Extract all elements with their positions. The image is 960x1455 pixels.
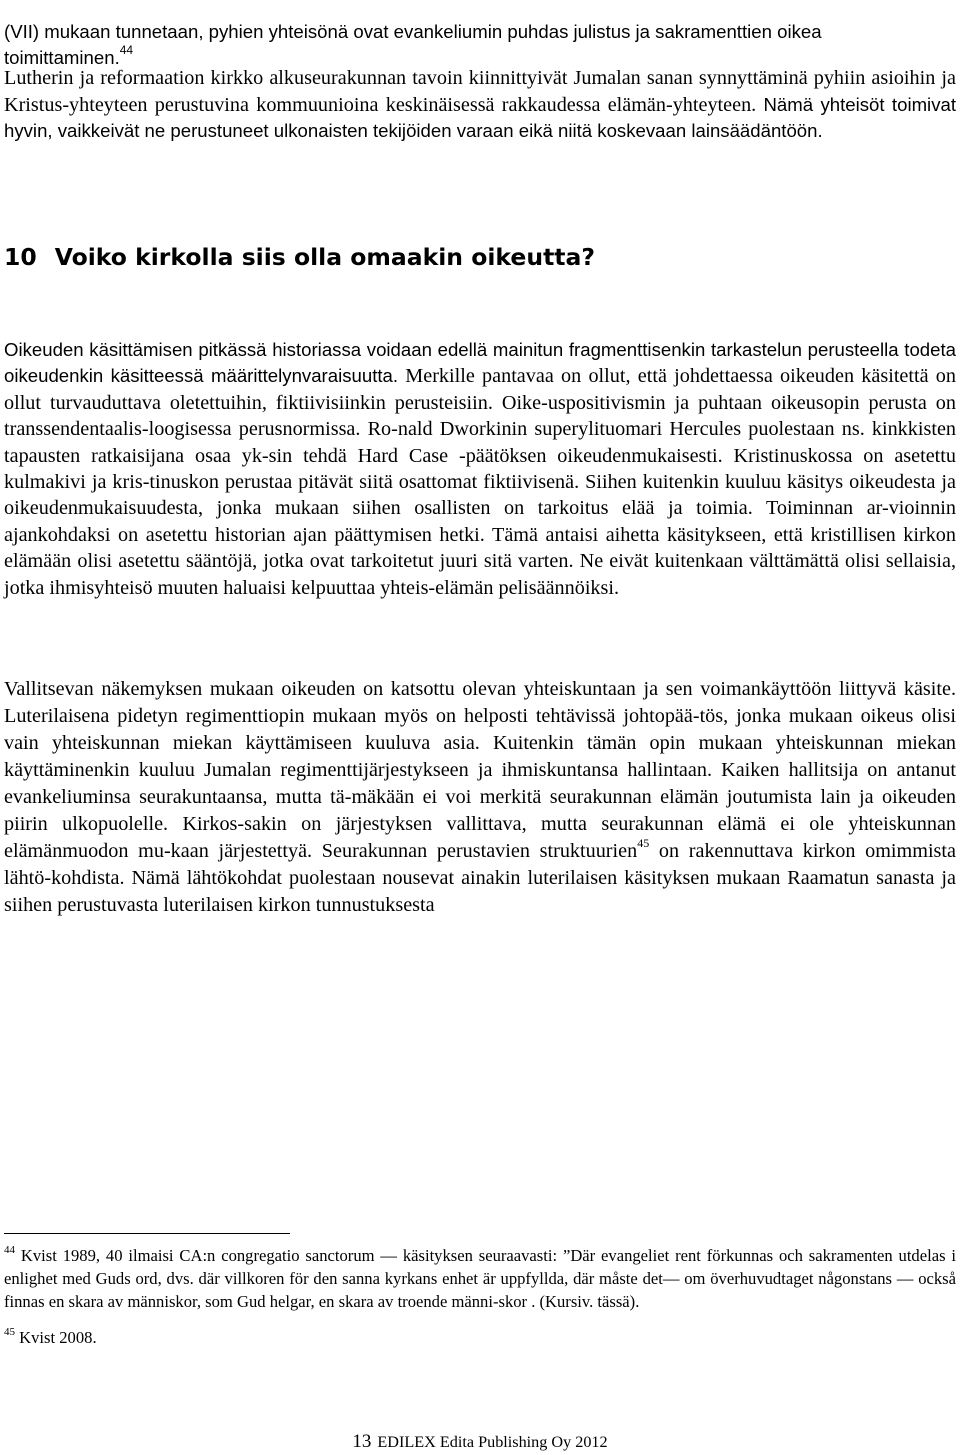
footnote-divider [4,1233,290,1234]
footnote-45-text: Kvist 2008. [19,1328,97,1347]
footnote-44-number: 44 [4,1244,15,1257]
paragraph-2-text-a: Oikeuden käsittämisen pitkässä historiassa voidaan edellä mainitun fragmenttisenkin tarkastelun perusteella todeta oikeudenkin käsitteessä määrittelynvaraisuutta. [4,339,956,387]
paragraph-2 [4,337,956,601]
section-number: 10 [4,243,37,271]
intro-line-2: toimittaminen. [4,46,120,68]
footnote-44 [4,1244,956,1313]
footnote-45-number: 45 [4,1326,15,1339]
paragraph-3-text-a: Vallitsevan näkemyksen mukaan oikeuden on katsottu olevan yhteiskuntaan ja sen voimankäyttöön liittyvä käsite. Luterilaisena pidetyn regimenttiopin mukaan myös on helposti tehtävissä johtopää-tös, jonka mukaan oikeus olisi vain yhteiskunnan miekan käyttämiseen kuuluva asia. Kuitenkin tämän opin mukaan yhteiskunnan miekan käyttäminenkin kuuluu Jumalan regimenttijärjestykseen ja ihmiskuntansa hallintaan. Kaiken hallitsija on antanut evankeliuminsa seurakuntaansa, mutta tä-mäkään ei voi merkitä seurakunnan elämän joutumista lain ja oikeuden piirin ulkopuolelle. Kirkos-sakin on järjestyksen vallittava, mutta seurakunnan elämä ei ole yhteiskunnan elämänmuodon mu-kaan järjestettyä. Seurakunnan perustavien struktuurien [4,678,956,862]
section-heading [4,242,595,272]
paragraph-2-text-b: Merkille pantavaa on ollut, että johdettaessa oikeuden käsitettä on ollut turvauduttava oletettuihin, fiktiivisiinkin perusteisiin. Oike-uspositivismin ja puhtaan oikeusopin perusta on transsendentaalis-loogisessa perusnormissa. Ro-nald Dworkinin superylituomari Hercules puolestaan ns. kinkkisten tapausten ratkaisijana osaa yk-sin tehdä Hard Case -päätöksen oikeudenmukaisesti. Kristinuskossa on asetettu kulmakivi ja kris-tinuskon perustaa pitävät siitä osattomat fiktiivisenä. Siihen kuitenkin kuuluu käsitys oikeudesta ja oikeudenmukaisuudesta, jonka mukaan siihen osallisten on tarkoitus elää ja toimia. Toiminnan ar-vioinnin ajankohdaksi on asetettu historian ajan päättymisen hetki. Tämä antaisi aihetta käsitykseen, että kristillisen kirkon elämään olisi asetettu sääntöjä, jotka ovat tarkoitetut juuri sitä varten. Ne eivät kuitenkaan välttämättä olisi sellaisia, jotka ihmisyhteisö muuten haluaisi kelpuuttaa yhteis-elämän pelisäännöiksi. [4,365,956,599]
document-page [4,0,956,1455]
intro-line-1: (VII) mukaan tunnetaan, pyhien yhteisönä ovat evankeliumin puhdas julistus ja sakramenttien oikea [4,20,822,42]
section-title: Voiko kirkolla siis olla omaakin oikeutta? [54,243,596,271]
page-number: 13 [352,1431,372,1452]
footnote-45 [4,1326,956,1349]
page-footer [4,1431,956,1453]
paragraph-1-text-a: Lutherin ja reformaation kirkko alkuseurakunnan tavoin kiinnittyivät Jumalan sanan synnyttäminä pyhiin asioihin ja Kristus-yhteyteen perustuvina kommuunioina keskinäisessä rakkaudessa elämän-yhteyteen. [4,67,956,116]
paragraph-1-text-b: Nämä yhteisöt toimivat hyvin, vaikkeivät ne perustuneet ulkonaisten tekijöiden varaan eikä niitä koskevaan lainsäädäntöön. [4,93,956,141]
footnote-ref-45[interactable]: 45 [637,836,650,851]
publisher-line: EDILEX Edita Publishing Oy 2012 [377,1433,608,1451]
footnotes [4,1244,956,1349]
footnote-ref-44[interactable]: 44 [119,43,134,58]
paragraph-1 [4,66,956,145]
paragraph-3 [4,676,956,919]
paragraph-3-text-b: on rakennuttava kirkon omimmista lähtö-kohdista. Nämä lähtökohdat puolestaan nousevat ainakin luterilaisen käsityksen mukaan Raamatun sanasta ja siihen perustuvasta luterilaisen kirkon tunnustuksesta [4,840,956,916]
footnote-44-text: Kvist 1989, 40 ilmaisi CA:n congregatio sanctorum — käsityksen seuraavasti: ”Där evangeliet rent förkunnas och sakramenten utdelas i enlighet med Guds ord, dvs. där villkoren för den sanna kyrkans enhet är uppfyllda, där måste det— om överhuvudtaget någonstans — också finnas en skara av människor, som Gud helgar, en skara av troende männi-skor . (Kursiv. tässä). [4,1246,956,1311]
